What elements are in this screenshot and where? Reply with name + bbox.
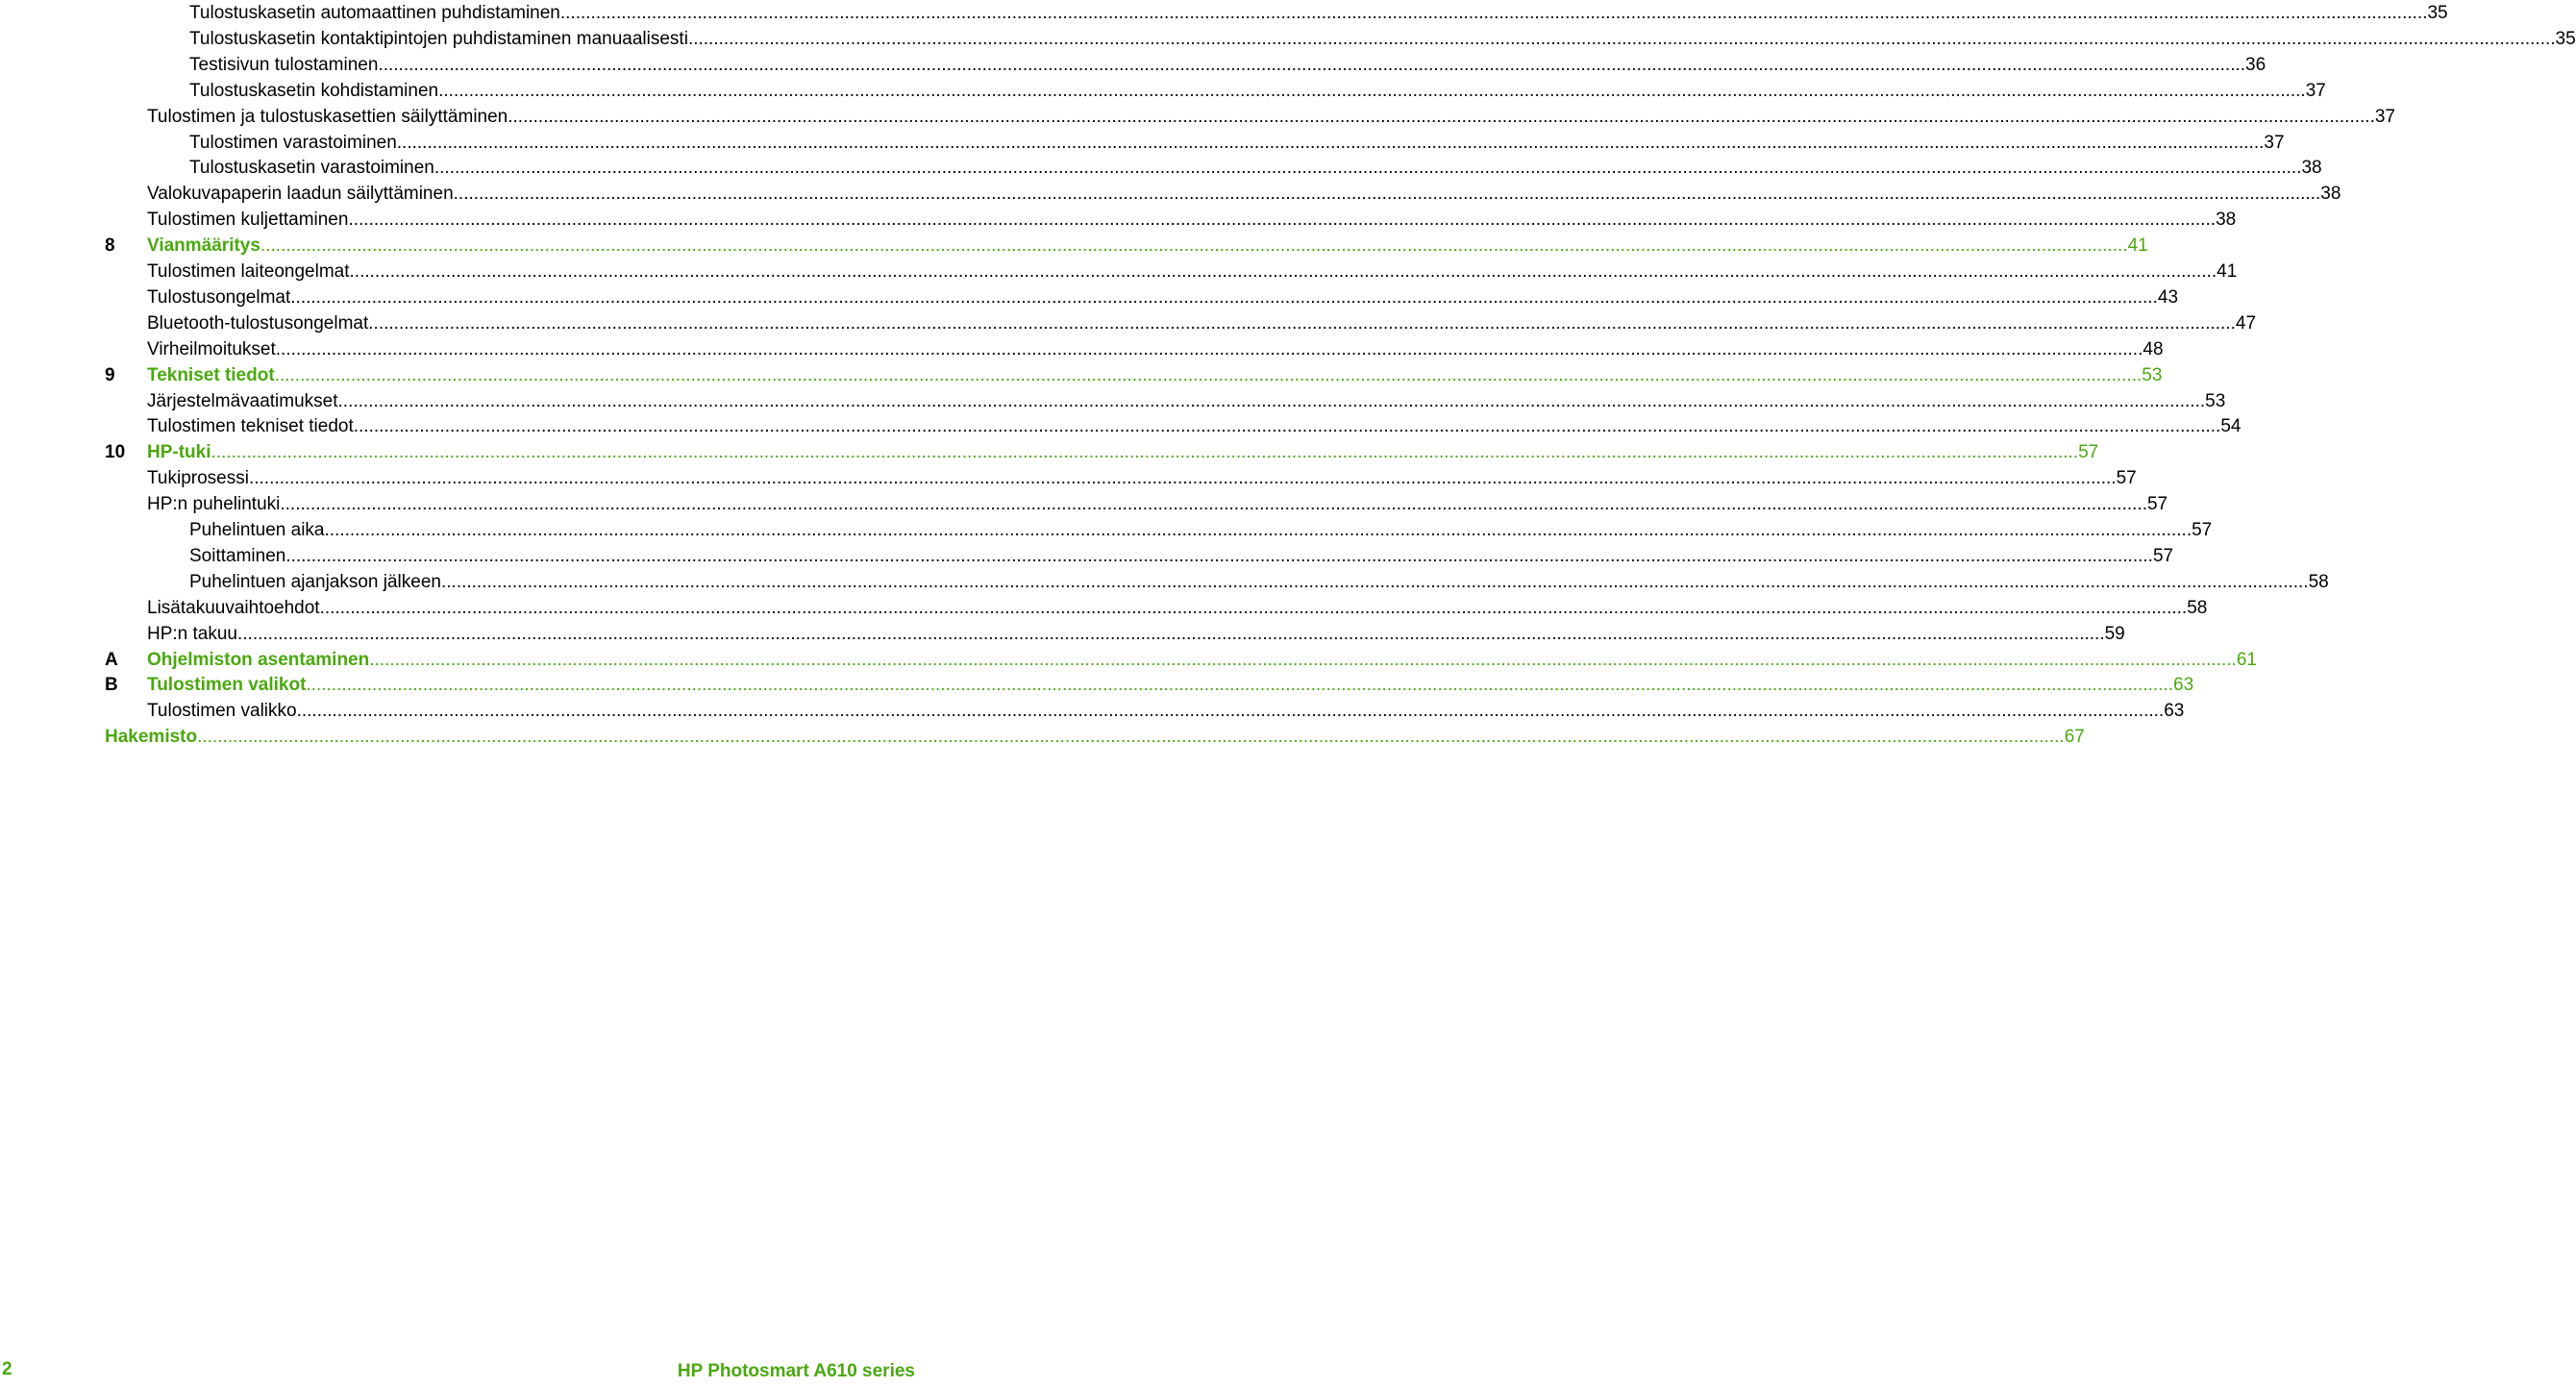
- toc-dot-leader: [297, 698, 2165, 724]
- toc-entry[interactable]: [147, 207, 2237, 233]
- toc-page-number: 57: [2078, 442, 2099, 463]
- toc-entry-title: Virheilmoitukset: [147, 338, 276, 359]
- toc-page-number: 37: [2374, 106, 2395, 127]
- toc-dot-leader: [280, 491, 2147, 517]
- toc-entry-title: Ohjelmiston asentaminen: [147, 649, 370, 670]
- toc-entry[interactable]: [189, 517, 2213, 543]
- toc-page-number: 58: [2308, 571, 2329, 592]
- toc-page-number: 41: [2217, 261, 2238, 282]
- toc-entry-title: Hakemisto: [105, 727, 198, 748]
- footer-product-title: HP Photosmart A610 series: [677, 1361, 915, 1381]
- toc-entry[interactable]: [147, 595, 2208, 621]
- toc-entry-title: Tulostimen valikko: [147, 701, 297, 722]
- toc-entry-title: Tukiprosessi: [147, 468, 249, 489]
- toc-entry-title: Tulostusongelmat: [147, 286, 291, 308]
- toc-entry[interactable]: [189, 569, 2329, 595]
- toc-dot-leader: [369, 647, 2237, 673]
- toc-dot-leader: [285, 543, 2153, 569]
- toc-entry-title: Tulostuskasetin varastoiminen: [189, 158, 434, 179]
- toc-page-number: 57: [2116, 468, 2137, 489]
- toc-entry-title: Puhelintuen aika: [189, 520, 325, 540]
- toc-entry-title: Lisätakuuvaihtoehdot: [147, 597, 320, 618]
- toc-chapter-entry[interactable]: [105, 233, 2148, 259]
- toc-chapter-number: A: [105, 649, 118, 670]
- toc-dot-leader: [350, 259, 2217, 285]
- toc-chapter-number: 9: [105, 364, 115, 385]
- toc-entry[interactable]: [147, 413, 2242, 439]
- toc-entry-title: Järjestelmävaatimukset: [147, 390, 338, 411]
- toc-entry[interactable]: [189, 543, 2174, 569]
- toc-dot-leader: [237, 621, 2105, 647]
- toc-entry[interactable]: [147, 621, 2125, 647]
- toc-entry-title: Tulostimen tekniset tiedot: [147, 416, 354, 437]
- toc-chapter-entry[interactable]: [105, 724, 2085, 750]
- toc-dot-leader: [454, 181, 2321, 207]
- toc-entry[interactable]: [147, 698, 2185, 724]
- toc-chapter-entry[interactable]: [105, 647, 2257, 673]
- toc-dot-leader: [306, 672, 2173, 698]
- toc-entry-title: Tulostimen kuljettaminen: [147, 210, 349, 231]
- toc-chapter-number: 8: [105, 235, 115, 257]
- toc-entry-title: Tulostimen laiteongelmat: [147, 261, 350, 282]
- footer-page-number: 2: [2, 1359, 12, 1379]
- toc-entry[interactable]: [147, 285, 2179, 310]
- toc-entry[interactable]: [147, 336, 2164, 362]
- toc-dot-leader: [197, 724, 2065, 750]
- toc-chapter-entry[interactable]: [105, 672, 2194, 698]
- toc-entry[interactable]: [147, 104, 2395, 130]
- toc-entry-title: Tulostuskasetin automaattinen puhdistaminen: [189, 3, 560, 23]
- toc-page-number: 41: [2127, 235, 2148, 257]
- toc-dot-leader: [378, 52, 2245, 78]
- toc-entry[interactable]: [147, 259, 2238, 285]
- toc-page-number: 57: [2146, 494, 2168, 515]
- toc-entry[interactable]: [189, 130, 2285, 156]
- toc-dot-leader: [441, 569, 2309, 595]
- toc-dot-leader: [508, 104, 2375, 130]
- toc-page-number: 47: [2235, 312, 2257, 334]
- toc-dot-leader: [348, 207, 2216, 233]
- toc-chapter-number: 10: [105, 442, 126, 463]
- toc-entry-title: Tulostimen varastoiminen: [189, 132, 397, 153]
- toc-chapter-entry[interactable]: [105, 439, 2099, 465]
- toc-page-number: 57: [2152, 545, 2174, 566]
- toc-page-number: 35: [2555, 28, 2576, 49]
- toc-entry[interactable]: [189, 52, 2266, 78]
- toc-dot-leader: [368, 310, 2236, 336]
- toc-dot-leader: [338, 388, 2206, 414]
- toc-page-number: 36: [2245, 54, 2266, 75]
- toc-dot-leader: [276, 336, 2143, 362]
- toc-entry-title: Soittaminen: [189, 545, 286, 566]
- toc-page-number: 38: [2301, 158, 2322, 179]
- toc-page-number: 63: [2164, 701, 2185, 722]
- toc-dot-leader: [688, 26, 2556, 52]
- toc-entry-title: Tulostuskasetin kontaktipintojen puhdistaminen manuaalisesti: [189, 28, 688, 49]
- toc-entry[interactable]: [147, 310, 2257, 336]
- toc-page-number: 38: [2320, 184, 2341, 205]
- toc-entry[interactable]: [189, 26, 2576, 52]
- toc-page-number: 35: [2427, 3, 2448, 23]
- toc-entry[interactable]: [147, 181, 2341, 207]
- toc-dot-leader: [249, 465, 2117, 491]
- toc-dot-leader: [290, 285, 2158, 310]
- toc-entry-title: Puhelintuen ajanjakson jälkeen: [189, 571, 441, 592]
- toc-entry[interactable]: [189, 0, 2448, 26]
- toc-dot-leader: [211, 439, 2079, 465]
- toc-page-number: 43: [2157, 286, 2179, 308]
- toc-entry[interactable]: [189, 155, 2322, 181]
- toc-entry[interactable]: [147, 388, 2226, 414]
- toc-dot-leader: [320, 595, 2188, 621]
- toc-dot-leader: [354, 413, 2221, 439]
- toc-entry[interactable]: [147, 465, 2137, 491]
- toc-chapter-entry[interactable]: [105, 362, 2163, 388]
- toc-entry-title: HP:n takuu: [147, 623, 237, 644]
- toc-dot-leader: [560, 0, 2428, 26]
- toc-entry-title: Tekniset tiedot: [147, 364, 275, 385]
- toc-dot-leader: [325, 517, 2192, 543]
- toc-dot-leader: [260, 233, 2128, 259]
- toc-page-number: 59: [2104, 623, 2125, 644]
- toc-dot-leader: [275, 362, 2143, 388]
- toc-page-number: 58: [2187, 597, 2208, 618]
- toc-entry-title: Valokuvapaperin laadun säilyttäminen: [147, 184, 454, 205]
- toc-page-number: 37: [2264, 132, 2285, 153]
- toc-entry-title: Tulostimen ja tulostuskasettien säilyttäminen: [147, 106, 508, 127]
- toc-chapter-number: B: [105, 675, 118, 696]
- toc-dot-leader: [434, 155, 2302, 181]
- toc-page-number: 67: [2064, 727, 2085, 748]
- toc-page-number: 57: [2192, 520, 2213, 540]
- toc-page-number: 53: [2205, 390, 2226, 411]
- toc-page-number: 61: [2236, 649, 2257, 670]
- toc-page-number: 48: [2143, 338, 2164, 359]
- toc-entry-title: HP:n puhelintuki: [147, 494, 281, 515]
- toc-dot-leader: [397, 130, 2265, 156]
- toc-entry-title: Vianmääritys: [147, 235, 260, 257]
- toc-entry-title: Bluetooth-tulostusongelmat: [147, 312, 369, 334]
- toc-entry-title: HP-tuki: [147, 442, 211, 463]
- toc-page-number: 38: [2216, 210, 2237, 231]
- toc-page-number: 54: [2220, 416, 2242, 437]
- toc-entry[interactable]: [189, 78, 2326, 104]
- toc-entry-title: Testisivun tulostaminen: [189, 54, 379, 75]
- toc-page-number: 63: [2173, 675, 2194, 696]
- toc-entry-title: Tulostuskasetin kohdistaminen: [189, 80, 439, 101]
- toc-page-number: 53: [2142, 364, 2163, 385]
- toc-dot-leader: [438, 78, 2306, 104]
- toc-entry[interactable]: [147, 491, 2168, 517]
- toc-entry-title: Tulostimen valikot: [147, 675, 307, 696]
- toc-page-number: 37: [2305, 80, 2326, 101]
